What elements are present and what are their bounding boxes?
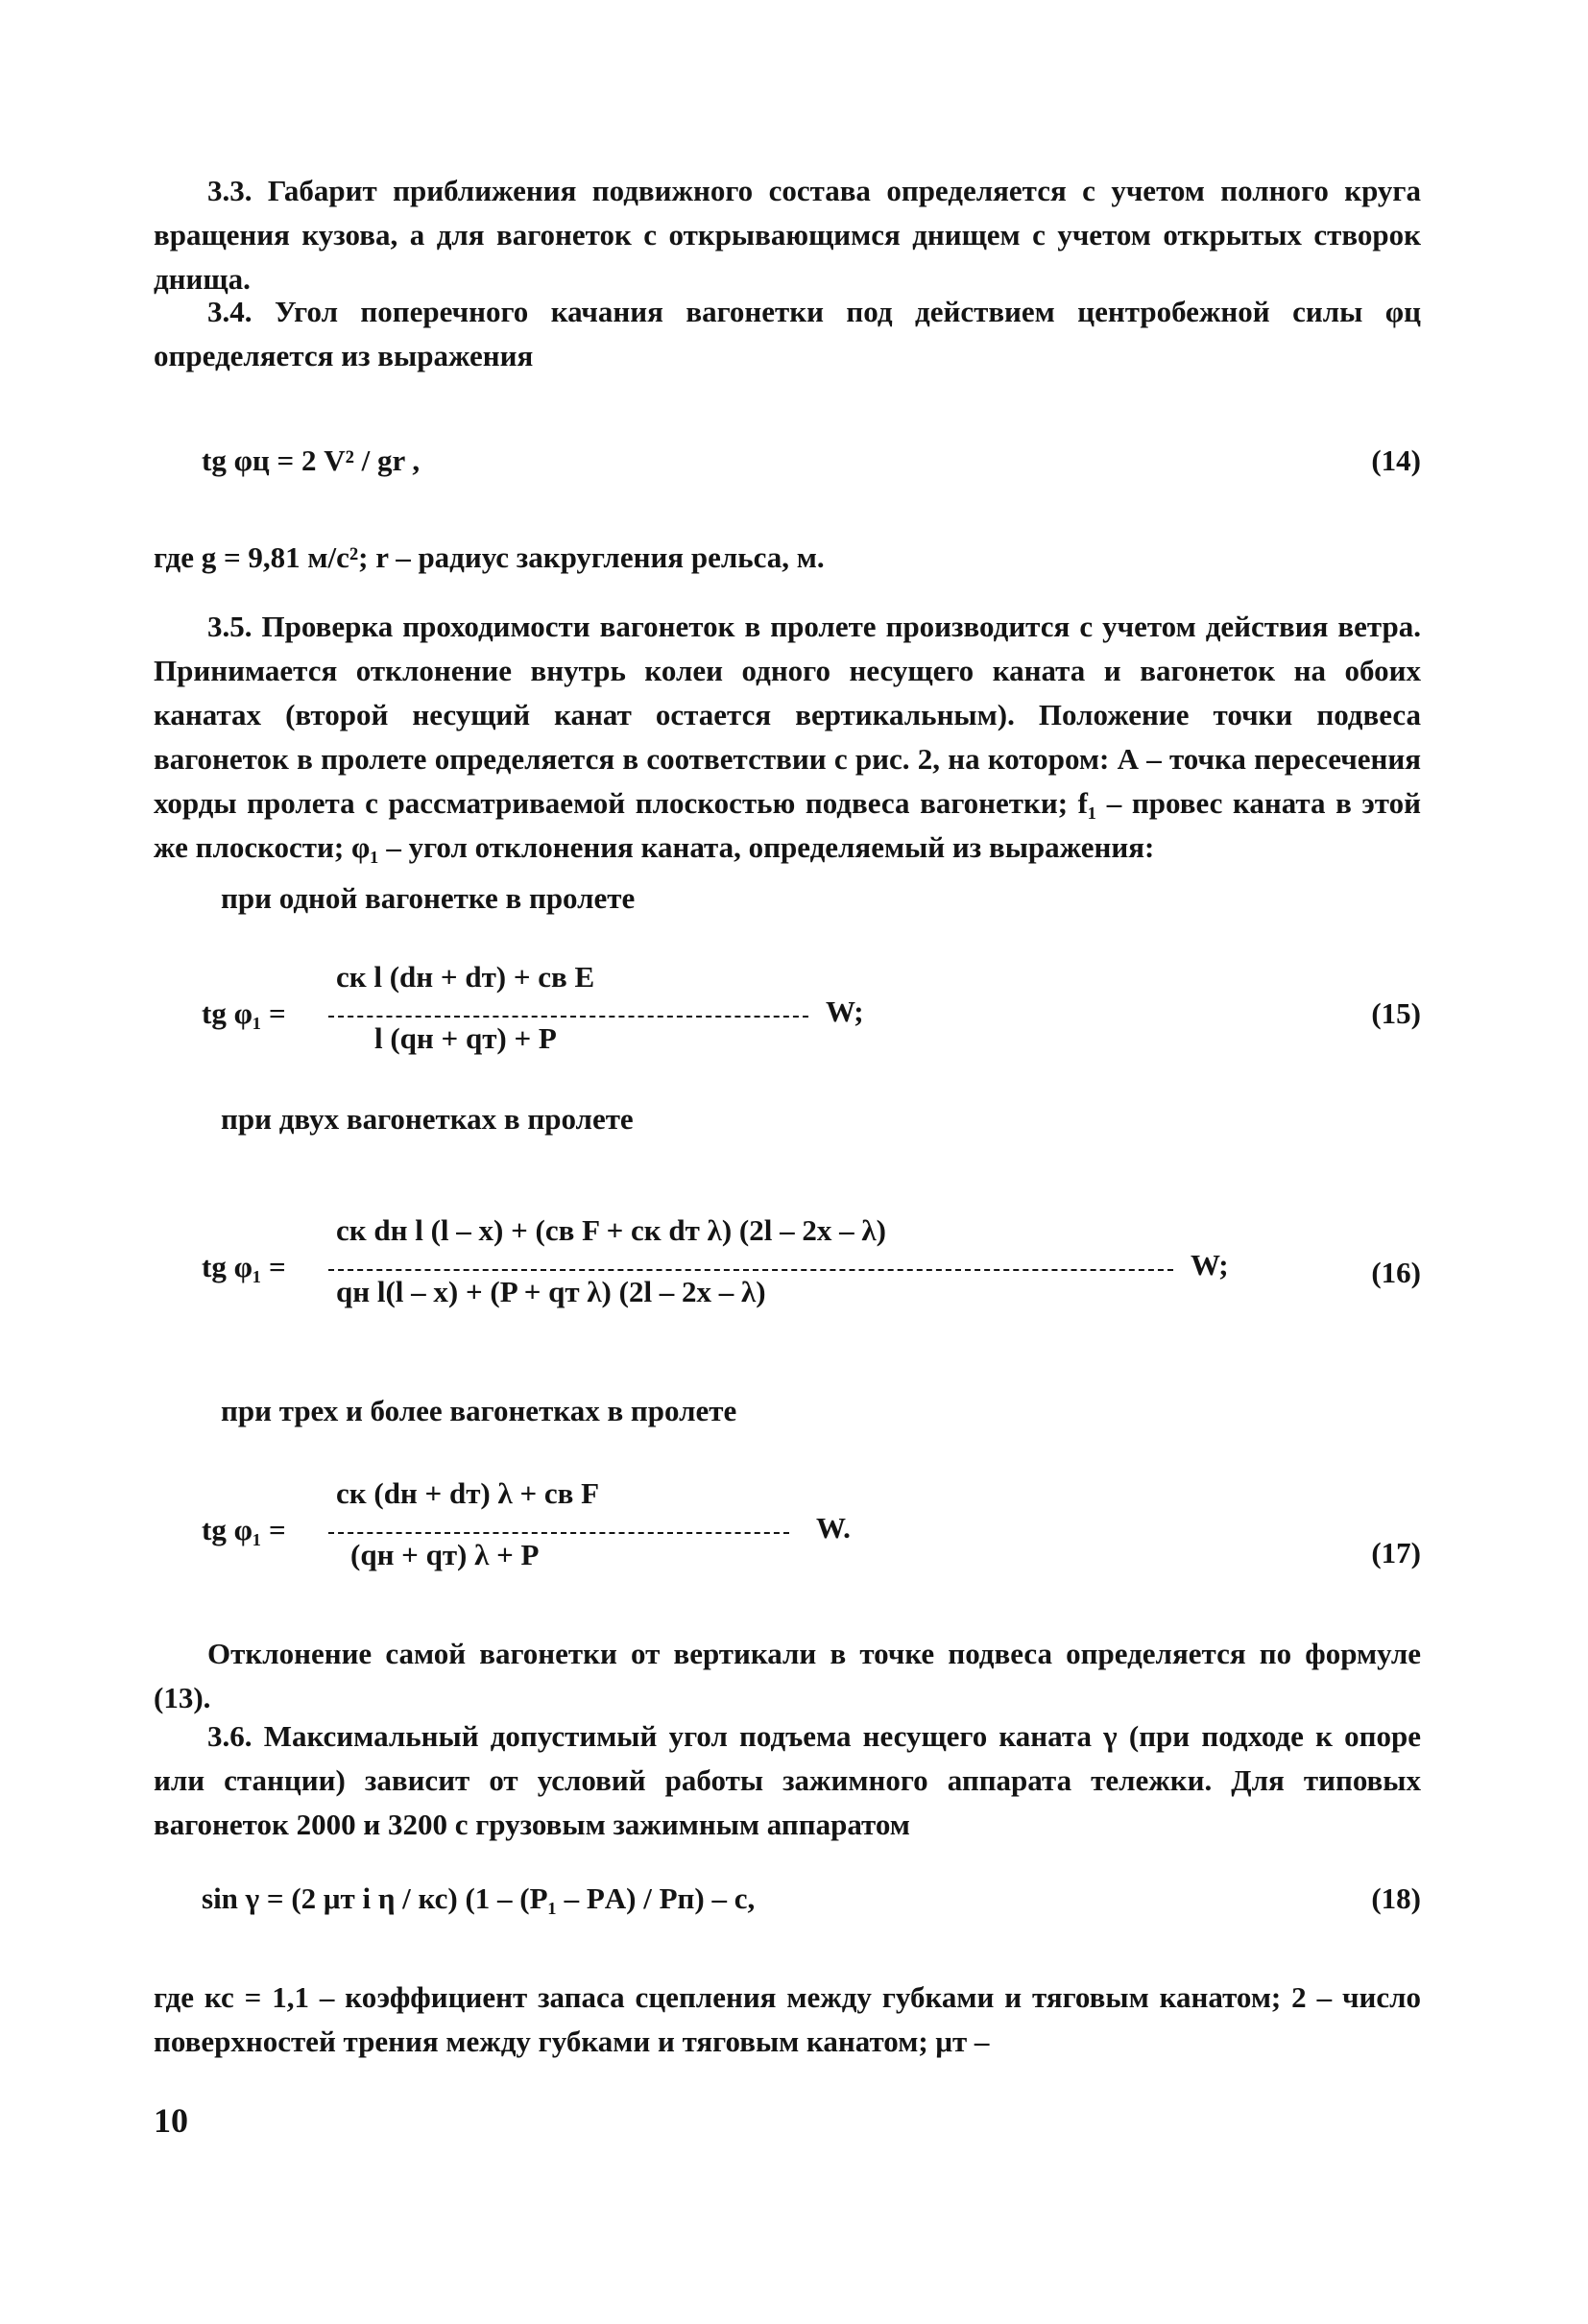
paragraph-3-3: 3.3. Габарит приближения подвижного состава определяется с учетом полного круга вращения кузова, а для вагонеток с открывающимся днищем с учетом открытых створок днища. bbox=[154, 174, 1421, 296]
equation-16 bbox=[154, 1213, 1421, 1319]
equation-17-denominator: (qн + qт) λ + P bbox=[350, 1538, 540, 1571]
equation-16-denominator: qн l(l – x) + (P + qт λ) (2l – 2x – λ) bbox=[336, 1275, 766, 1308]
equation-16-numerator: cк dн l (l – x) + (cв F + cк dт λ) (2l – 2x – λ) bbox=[336, 1213, 886, 1247]
paragraph-3-4: 3.4. Угол поперечного качания вагонетки под действием центробежной силы φц определяется из выражения bbox=[154, 295, 1421, 372]
equation-15-denominator: l (qн + qт) + P bbox=[374, 1021, 557, 1055]
equation-15-number: (15) bbox=[1371, 996, 1421, 1030]
equation-17-lhs: tg φ₁ = bbox=[202, 1513, 286, 1546]
equation-15-fraction-line bbox=[328, 1016, 808, 1018]
equation-15-numerator: cк l (dн + dт) + cв E bbox=[336, 960, 595, 994]
lead-text-16: при двух вагонетках в пролете bbox=[221, 1102, 634, 1136]
paragraph-3-5: 3.5. Проверка проходимости вагонеток в пролете производится с учетом действия ветра. Принимается отклонение внутрь колеи одного несущего каната и вагонеток на обоих канатах (второй несущий канат остается вертикальным). Положение точки подвеса вагонеток в пролете определяется в соответствии с рис. 2, на котором: А – точка пересечения хорды пролета с рассматриваемой плоскостью подвеса вагонетки; f₁ – провес каната в этой же плоскости; φ₁ – угол отклонения каната, определяемый из выражения: bbox=[154, 610, 1421, 864]
equation-17-number: (17) bbox=[1371, 1536, 1421, 1569]
paragraph-after-18: где кс = 1,1 – коэффициент запаса сцепления между губками и тяговым канатом; 2 – число поверхностей трения между губками и тяговым канатом; μт – bbox=[154, 1980, 1421, 2058]
equation-18 bbox=[154, 1881, 1421, 1926]
lead-text-17: при трех и более вагонетках в пролете bbox=[221, 1394, 737, 1427]
equation-18-body: sin γ = (2 μт i η / кс) (1 – (P₁ – PА) / Pп) – c, bbox=[202, 1881, 756, 1915]
equation-15-rhs: W; bbox=[826, 994, 864, 1028]
equation-16-fraction-line bbox=[328, 1269, 1173, 1271]
equation-16-lhs: tg φ₁ = bbox=[202, 1250, 286, 1283]
paragraph-3-6: 3.6. Максимальный допустимый угол подъема несущего каната γ (при подходе к опоре или станции) зависит от условий работы зажимного аппарата тележки. Для типовых вагонеток 2000 и 3200 с грузовым зажимным аппаратом bbox=[154, 1719, 1421, 1841]
equation-15-lhs: tg φ₁ = bbox=[202, 996, 286, 1030]
equation-17-rhs: W. bbox=[816, 1511, 851, 1545]
equation-16-rhs: W; bbox=[1191, 1248, 1229, 1282]
equation-15 bbox=[154, 960, 1421, 1066]
page-number: 10 bbox=[154, 2101, 188, 2140]
equation-18-number: (18) bbox=[1371, 1881, 1421, 1915]
equation-17 bbox=[154, 1476, 1421, 1582]
equation-14 bbox=[154, 443, 1421, 488]
paragraph-after-14: где g = 9,81 м/с²; r – радиус закругления рельса, м. bbox=[154, 540, 825, 574]
equation-14-body: tg φц = 2 V² / gr , bbox=[202, 443, 421, 477]
equation-17-numerator: cк (dн + dт) λ + cв F bbox=[336, 1476, 600, 1510]
paragraph-after-17: Отклонение самой вагонетки от вертикали в точке подвеса определяется по формуле (13). bbox=[154, 1637, 1421, 1714]
equation-17-fraction-line bbox=[328, 1532, 789, 1534]
equation-14-number: (14) bbox=[1371, 443, 1421, 477]
lead-text-15: при одной вагонетке в пролете bbox=[221, 881, 636, 915]
equation-16-number: (16) bbox=[1371, 1256, 1421, 1289]
